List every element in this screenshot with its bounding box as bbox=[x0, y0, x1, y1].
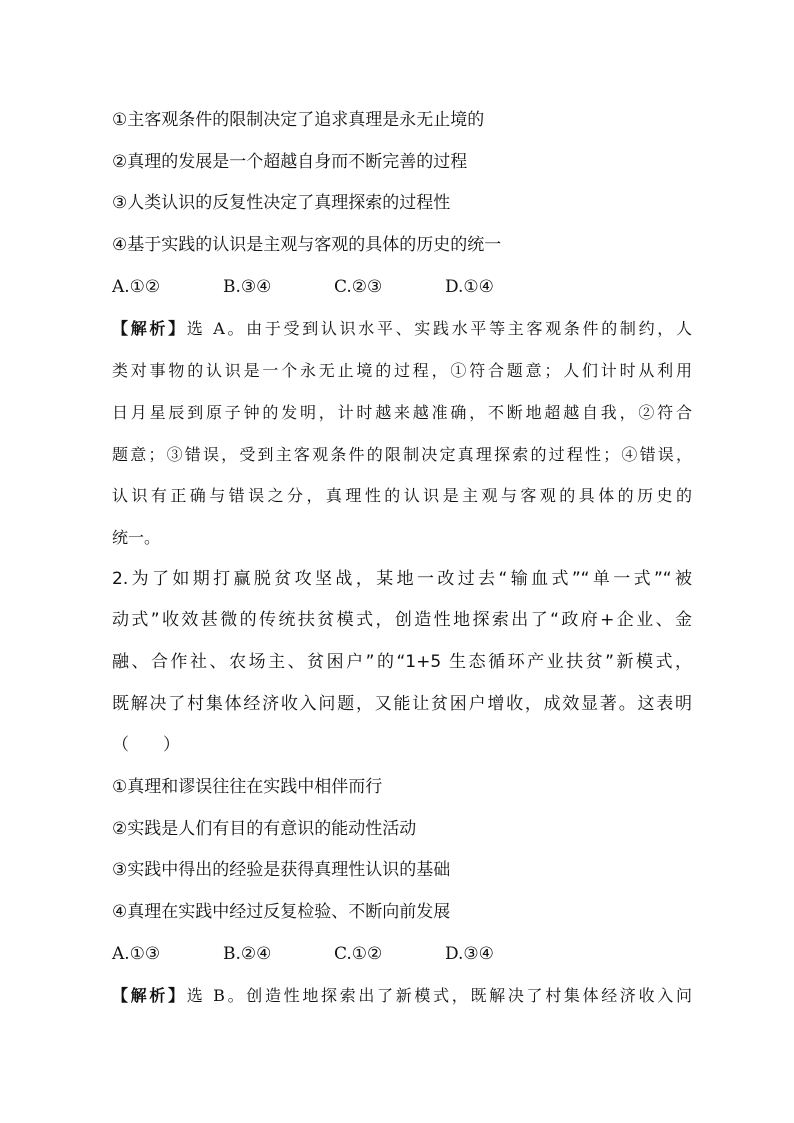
q1-item-3: ③人类认识的反复性决定了真理探索的过程性 bbox=[112, 193, 451, 214]
q2-option-b: B.②④ bbox=[223, 943, 272, 964]
q1-option-b: B.③④ bbox=[223, 276, 272, 297]
q2-explanation-text-1: 选 B。创造性地探索出了新模式，既解决了村集体经济收入问 bbox=[186, 986, 692, 1006]
q1-item-2: ②真理的发展是一个超越自身而不断完善的过程 bbox=[112, 151, 468, 172]
q1-explanation-line-2: 类对事物的认识是一个永无止境的过程，①符合题意；人们计时从利用 bbox=[112, 361, 692, 381]
q2-item-2: ②实践是人们有目的有意识的能动性活动 bbox=[112, 818, 417, 839]
q2-item-1: ①真理和谬误往往在实践中相伴而行 bbox=[112, 777, 383, 797]
q1-explanation-line-4: 题意；③错误，受到主客观条件的限制决定真理探索的过程性；④错误， bbox=[112, 444, 692, 464]
q2-option-a: A.①③ bbox=[112, 943, 161, 964]
q1-option-d: D.①④ bbox=[445, 276, 494, 297]
q1-options bbox=[112, 267, 692, 309]
q2-stem-line-3: 融、合作社、农场主、贫困户”的“1+5 生态循环产业扶贫”新模式， bbox=[112, 651, 692, 672]
q2-item-3: ③实践中得出的经验是获得真理性认识的基础 bbox=[112, 860, 451, 881]
q2-option-d: D.③④ bbox=[445, 943, 494, 964]
q2-stem-line-1: 2.为了如期打赢脱贫攻坚战，某地一改过去“输血式”“单一式”“被 bbox=[112, 568, 692, 589]
q2-stem-line-2: 动式”收效甚微的传统扶贫模式，创造性地探索出了“政府+企业、金 bbox=[112, 610, 692, 631]
q1-explanation-tag: 【解析】 bbox=[112, 319, 187, 339]
q1-explanation-text-1: 选 A。由于受到认识水平、实践水平等主客观条件的制约，人 bbox=[186, 319, 692, 339]
q2-stem-line-4: 既解决了村集体经济收入问题，又能让贫困户增收，成效显著。这表明 bbox=[112, 693, 692, 714]
q1-option-a: A.①② bbox=[112, 276, 161, 297]
q2-item-4: ④真理在实践中经过反复检验、不断向前发展 bbox=[112, 902, 451, 923]
q2-options bbox=[112, 934, 692, 976]
q2-option-c: C.①② bbox=[334, 943, 383, 964]
q1-item-4: ④基于实践的认识是主观与客观的具体的历史的统一 bbox=[112, 235, 502, 256]
q1-item-1: ①主客观条件的限制决定了追求真理是永无止境的 bbox=[112, 110, 485, 130]
q1-explanation-line-6: 统一。 bbox=[112, 527, 161, 547]
q1-explanation-line-3: 日月星辰到原子钟的发明，计时越来越准确，不断地超越自我，②符合 bbox=[112, 402, 692, 422]
q2-explanation-line-1 bbox=[112, 975, 692, 1017]
q2-explanation-tag: 【解析】 bbox=[112, 986, 187, 1006]
document-page bbox=[112, 100, 692, 1017]
q1-option-c: C.②③ bbox=[334, 276, 383, 297]
q1-explanation-line-5: 认识有正确与错误之分，真理性的认识是主观与客观的具体的历史的 bbox=[112, 486, 692, 506]
q2-answer-blank: （ ） bbox=[112, 735, 180, 756]
q1-explanation-line-1 bbox=[112, 308, 692, 350]
